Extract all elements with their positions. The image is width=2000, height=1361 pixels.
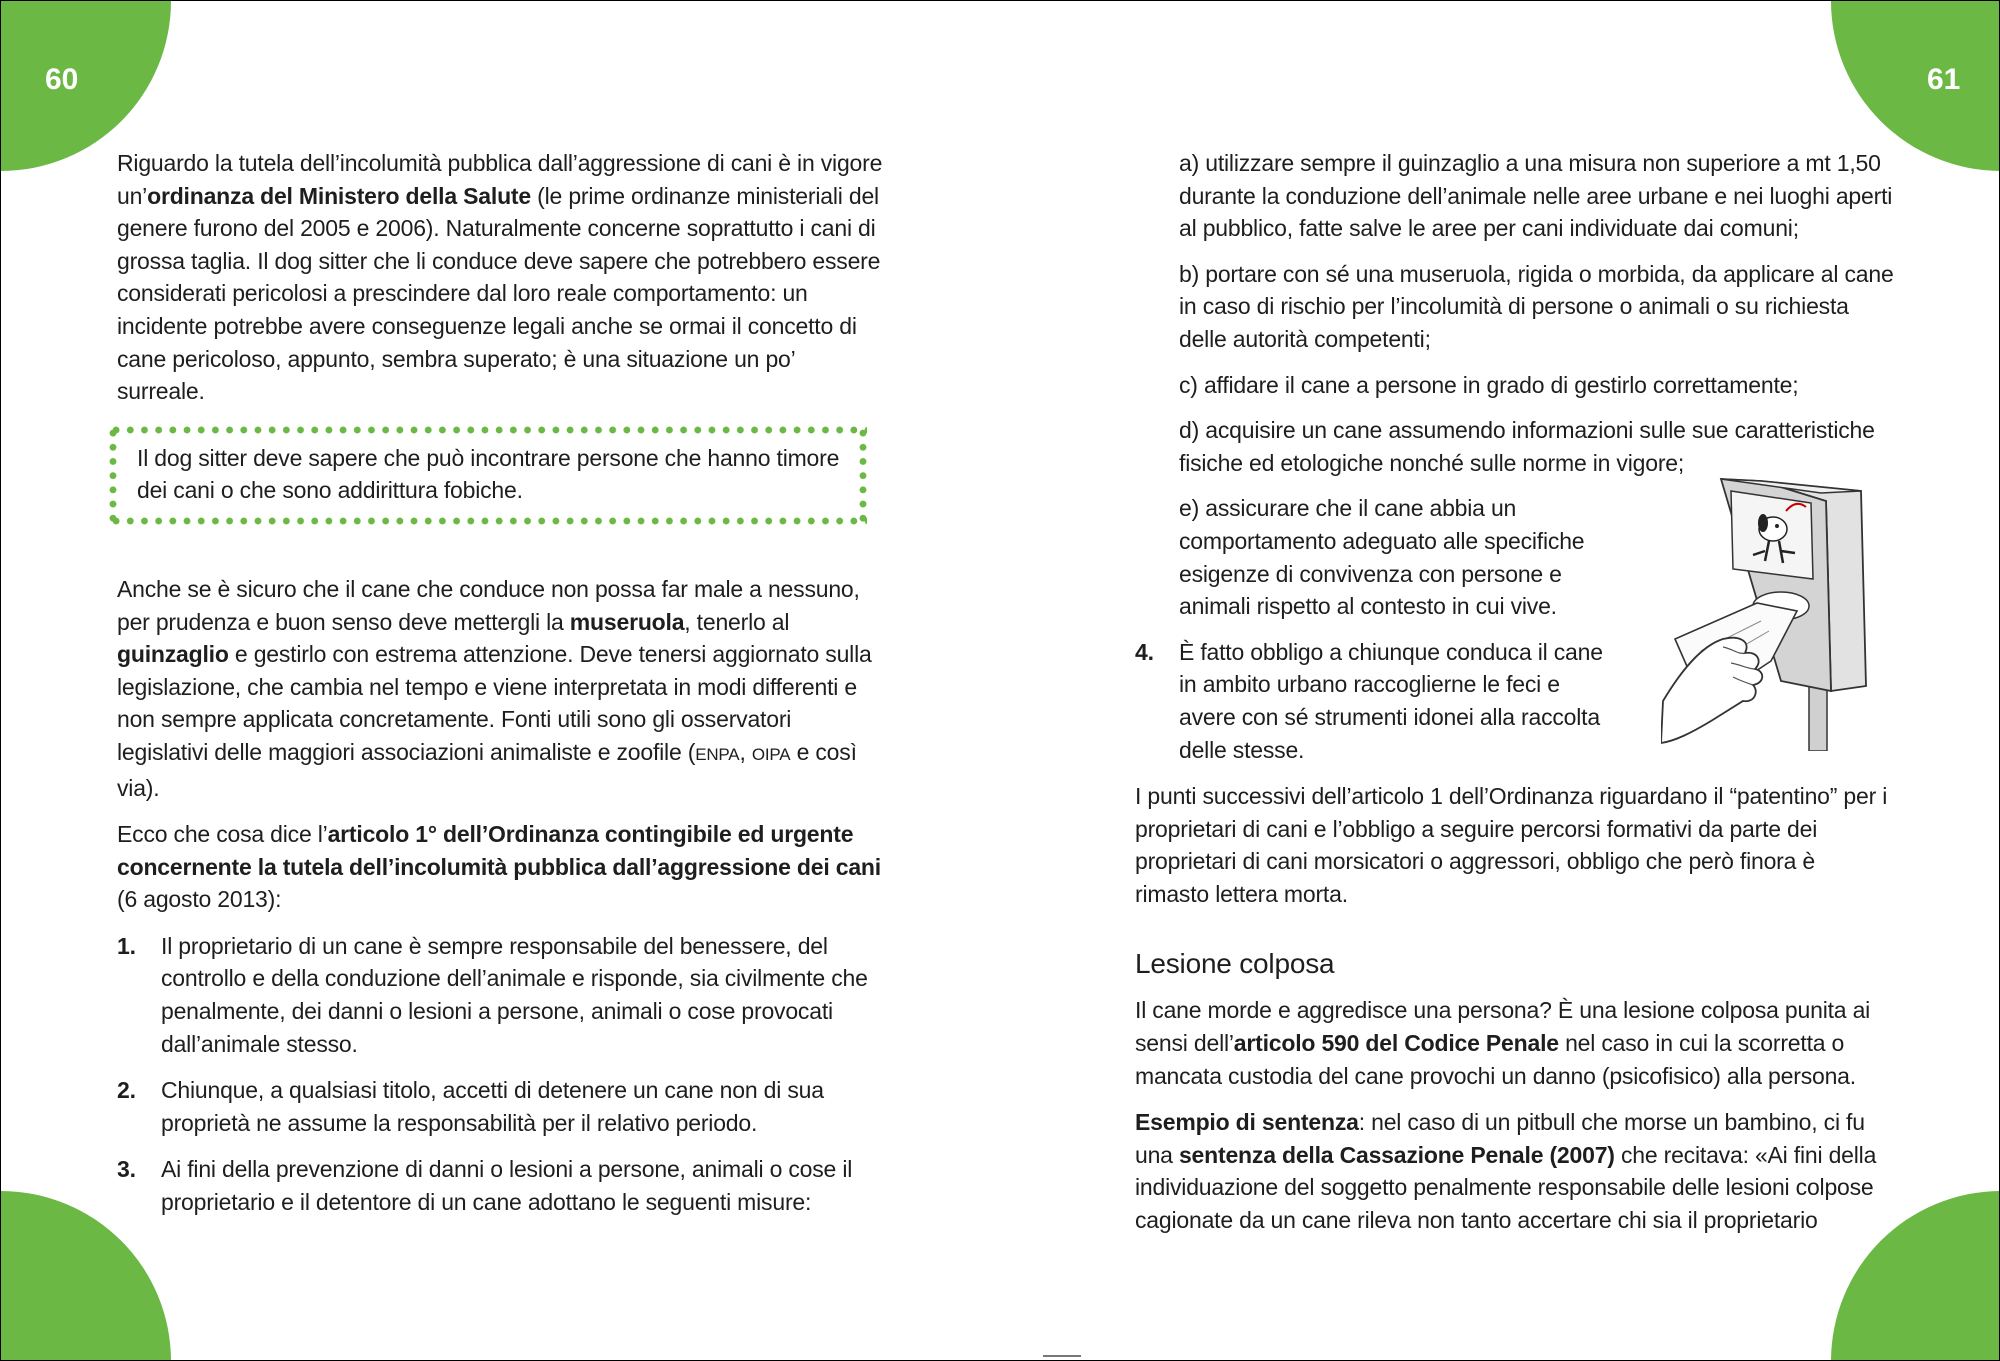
corner-circle-top-right xyxy=(1831,0,2000,171)
gutter-mark xyxy=(1043,1355,1081,1357)
page-number-left: 60 xyxy=(45,63,79,96)
list-item-4: 4. È fatto obbligo a chiunque conduca il cane in ambito urbano raccoglierne le feci e avere con sé strumenti idonei alla raccolta delle stesse. xyxy=(1135,638,1603,763)
intro-paragraph: Riguardo la tutela dell’incolumità pubblica dall’aggressione di cani è in vigore un’ordinanza del Ministero della Salute (le prime ordinanze ministeriali del genere furono del 2005 e 2006). Naturalmente concerne soprattutto i cani di grossa taglia. Il dog sitter che li conduce deve sapere che potrebbero essere considerati pericolosi a prescindere dal loro reale comportamento: un incidente potrebbe avere conseguenze legali anche se ormai il concetto di cane pericoloso, appunto, sembra superato; è una situazione un po’ surreale. xyxy=(117,150,883,405)
bag-dispenser-illustration xyxy=(1661,471,1891,751)
page-number-right: 61 xyxy=(1927,63,1961,96)
left-page-column xyxy=(117,147,885,1233)
callout-text: Il dog sitter deve sapere che può incontrare persone che hanno timore dei cani o che sono addirittura fobiche. xyxy=(137,444,840,504)
list-item: e) assicurare che il cane abbia un comportamento adeguato alle specifiche esigenze di convivenza con persone e animali rispetto al contesto in cui vive. xyxy=(1179,495,1585,620)
list-item: 2. Chiunque, a qualsiasi titolo, accetti di detenere un cane non di sua proprietà ne assume la responsabilità per il relativo periodo. xyxy=(117,1077,824,1136)
ordinance-list xyxy=(117,930,885,1219)
sentenza-paragraph: Esempio di sentenza: nel caso di un pitbull che morse un bambino, ci fu una sentenza della Cassazione Penale (2007) che recitava: «Ai fini della individuazione del soggetto penalmente responsabile delle lesioni colpose cagionate da un cane rileva non tanto accertare chi sia il proprietario xyxy=(1135,1109,1877,1234)
list-item: 1. Il proprietario di un cane è sempre responsabile del benessere, del controllo e della conduzione dell’animale e risponde, sia civilmente che penalmente, dei danni o lesioni a persone, animali o cose provocati dall’animale stesso. xyxy=(117,932,868,1057)
muzzle-leash-paragraph: Anche se è sicuro che il cane che conduce non possa far male a nessuno, per prudenza e buon senso deve mettergli la museruola, tenerlo al guinzaglio e gestirlo con estrema attenzione. Deve tenersi aggiornato sulla legislazione, che cambia nel tempo e viene interpretata in modi differenti e non sempre applicata concretamente. Fonti utili sono gli osservatori legislativi delle maggiori associazioni animaliste e zoofile (ENPA, OIPA e così via). xyxy=(117,575,872,801)
ordinance-intro-paragraph: Ecco che cosa dice l’articolo 1° dell’Ordinanza contingibile ed urgente concernente la tutela dell’incolumità pubblica dall’aggressione dei cani (6 agosto 2013): xyxy=(117,821,881,913)
list-item: 3. Ai fini della prevenzione di danni o lesioni a persone, animali o cose il proprietario e il detentore di un cane adottano le seguenti misure: xyxy=(117,1156,853,1216)
list-item: b) portare con sé una museruola, rigida o morbida, da applicare al cane in caso di rischio per l’incolumità di persone o animali o su richiesta delle autorità competenti; xyxy=(1179,260,1894,352)
corner-circle-top-left xyxy=(0,0,171,171)
list-item: c) affidare il cane a persone in grado di gestirlo correttamente; xyxy=(1179,371,1799,398)
lesione-paragraph: Il cane morde e aggredisce una persona? È una lesione colposa punita ai sensi dell’articolo 590 del Codice Penale nel caso in cui la scorretta o mancata custodia del cane provochi un danno (psicofisico) alla persona. xyxy=(1135,997,1871,1089)
dotted-callout-box xyxy=(109,426,867,525)
list-item: d) acquisire un cane assumendo informazioni sulle sue caratteristiche fisiche ed etologiche nonché sulle norme in vigore; xyxy=(1179,417,1875,476)
section-heading: Lesione colposa xyxy=(1135,948,1335,980)
list-item: a) utilizzare sempre il guinzaglio a una misura non superiore a mt 1,50 durante la conduzione dell’animale nelle aree urbane e nei luoghi aperti al pubblico, fatte salve le aree per cani individuate dai comuni; xyxy=(1179,150,1893,242)
patentino-paragraph: I punti successivi dell’articolo 1 dell’Ordinanza riguardano il “patentino” per i proprietari di cani e l’obbligo a seguire percorsi formativi da parte dei proprietari di cani morsicatori o aggressori, obbligo che però finora è rimasto lettera morta. xyxy=(1135,783,1888,907)
